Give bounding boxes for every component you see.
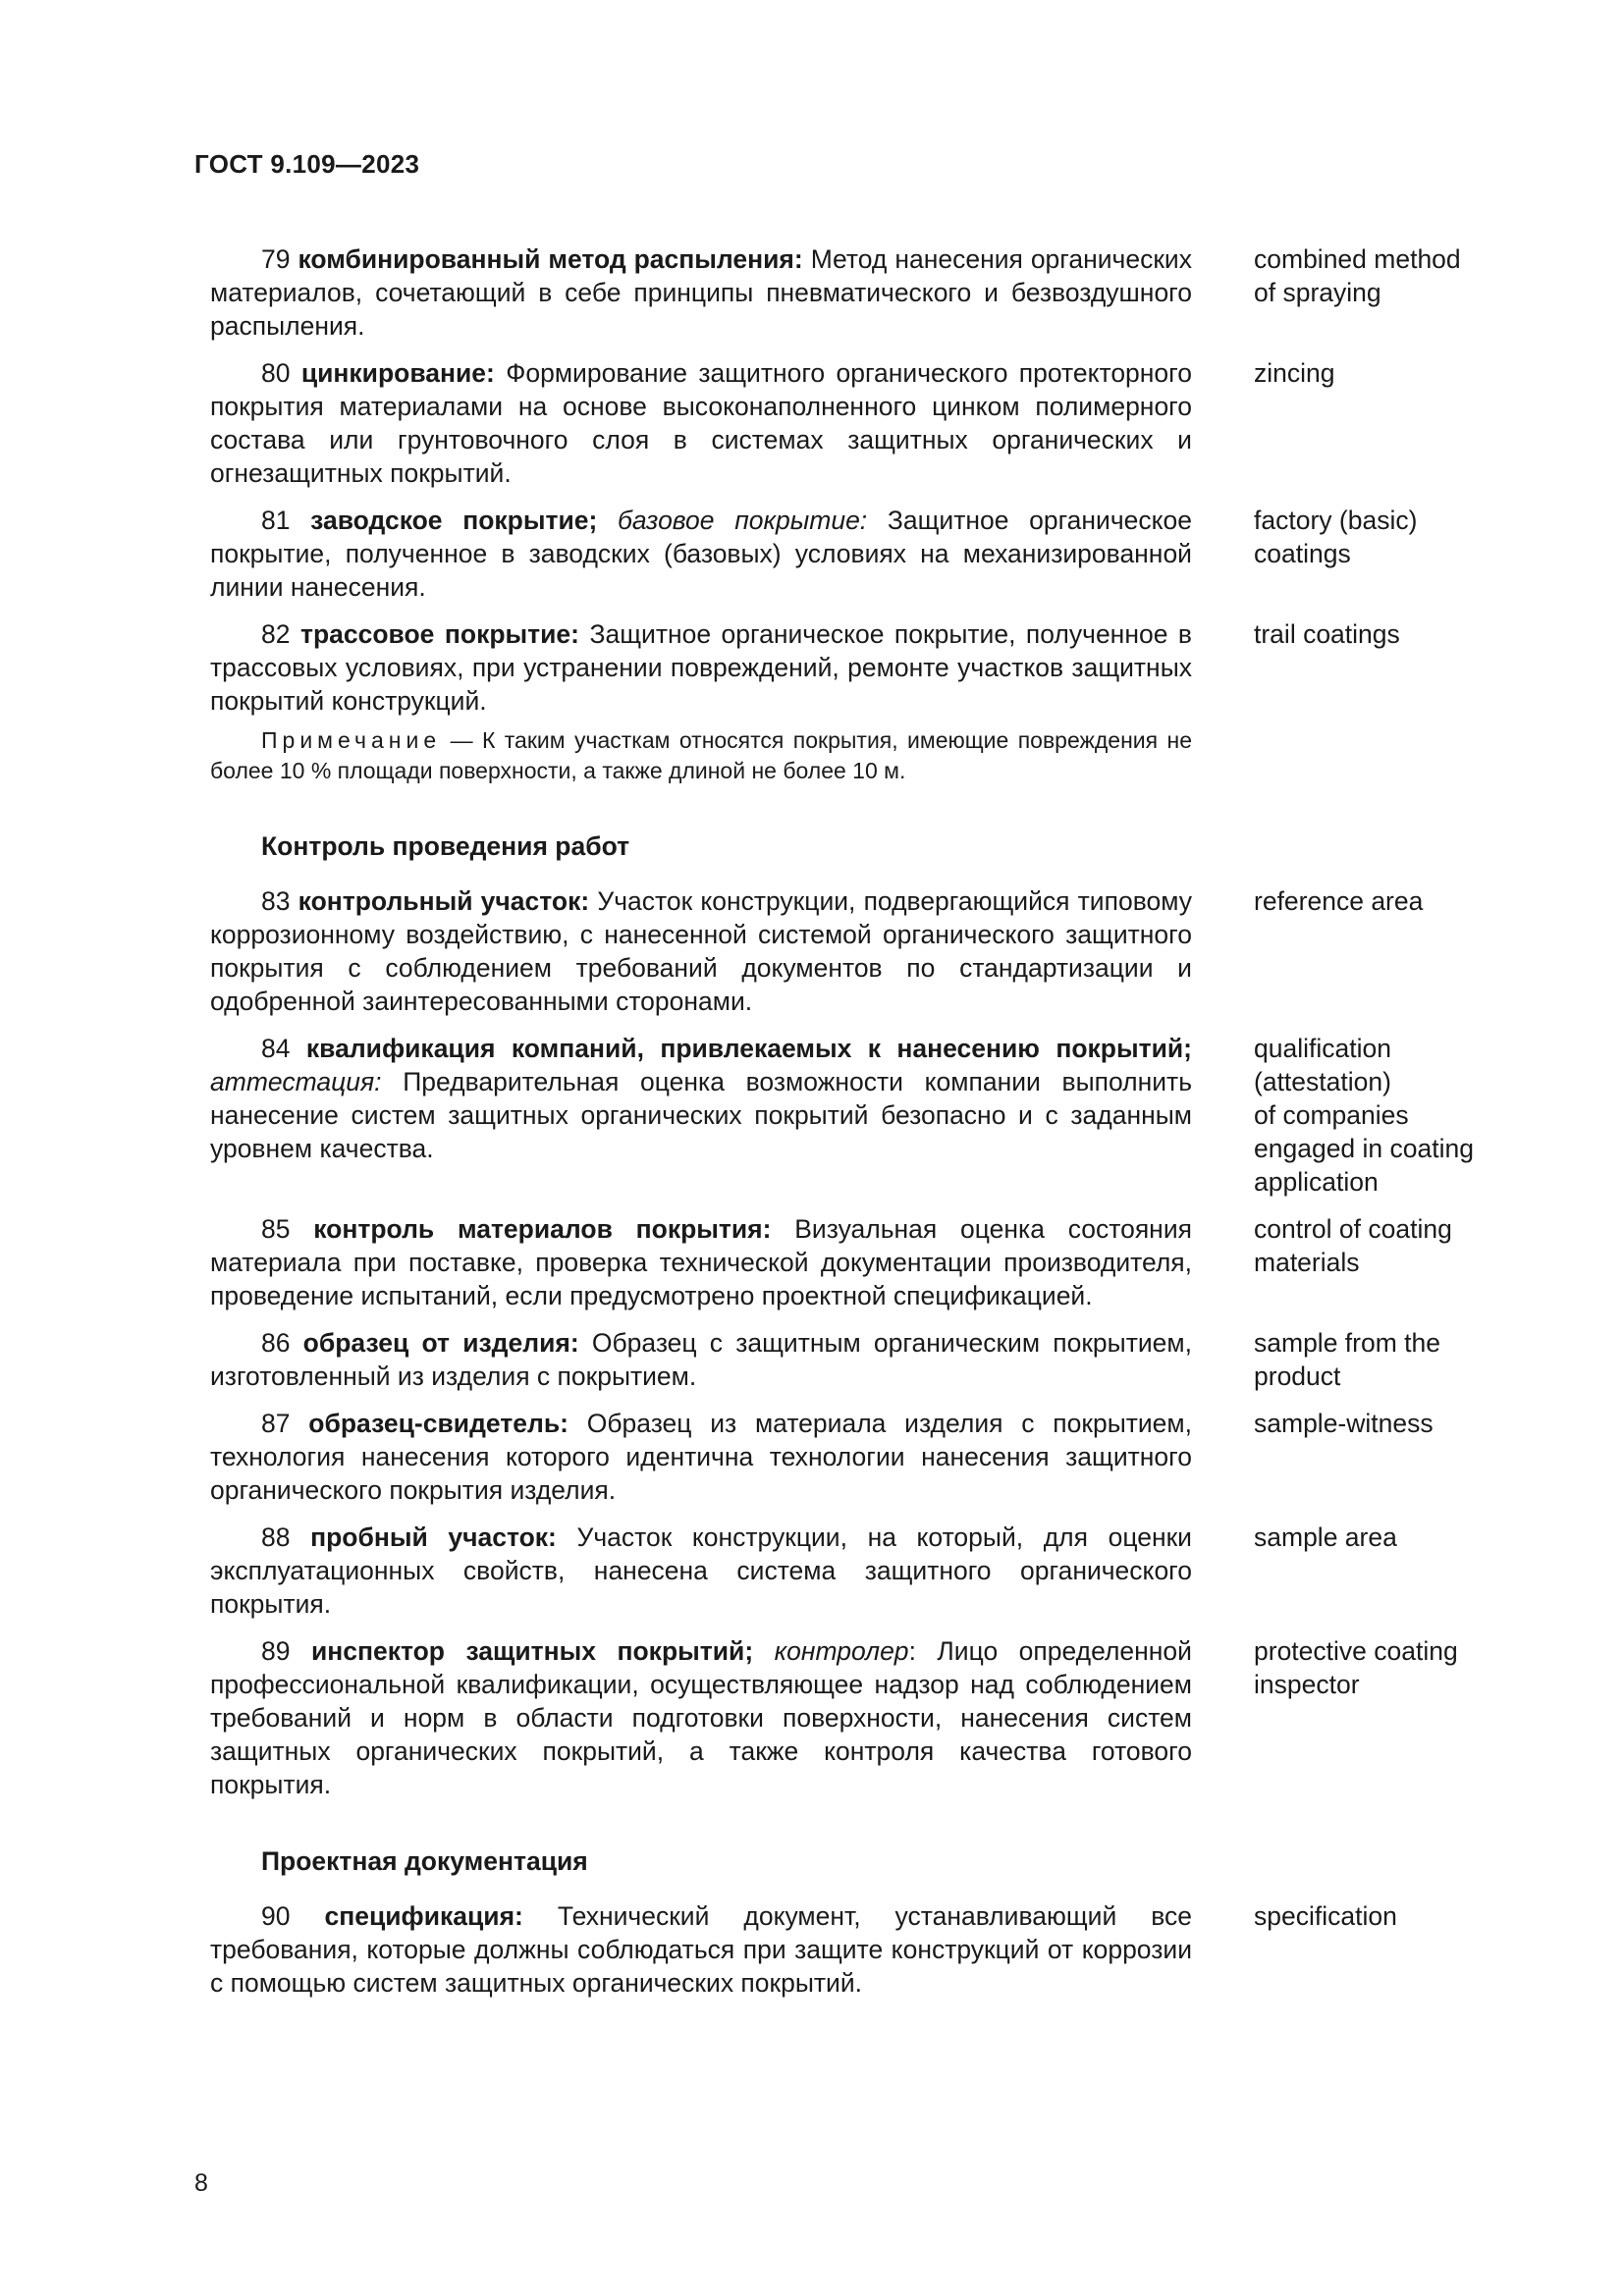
term-entry-79: [210, 242, 1487, 343]
definition-83: [210, 884, 1192, 1018]
definition-82: [210, 617, 1192, 718]
term-title: трассовое покрытие:: [299, 619, 579, 649]
term-title: заводское покрытие;: [310, 506, 598, 535]
term-entry-85: [210, 1212, 1487, 1312]
term-synonym: аттестация:: [210, 1067, 382, 1096]
section-heading-work-control: Контроль проведения работ: [261, 831, 630, 861]
term-title: инспектор защитных покрытий;: [310, 1636, 754, 1666]
english-equivalent-89: protective coating inspector: [1254, 1636, 1458, 1699]
term-definition: : Лицо определенной профессиональной квалификации, осуществляющее надзор над соблюдением требований и норм в области подготовки поверхности, нанесения систем защитных органических покрытий, а также контроля качества готового покрытия.: [210, 1636, 1192, 1799]
definition-89: [210, 1634, 1192, 1801]
term-title: спецификация:: [324, 1901, 523, 1931]
english-equivalent-80: zincing: [1254, 358, 1335, 388]
term-entry-88: [210, 1521, 1487, 1621]
term-definition: Образец из материала изделия с покрытием, технология нанесения которого идентична технологии нанесения защитного органического покрытия изделия.: [210, 1409, 1192, 1505]
term-synonym: контролер: [774, 1636, 909, 1666]
term-title: пробный участок:: [310, 1522, 557, 1552]
definition-90: [210, 1899, 1192, 2000]
english-equivalent-81: factory (basic) coatings: [1254, 506, 1418, 568]
term-title: образец-свидетель:: [308, 1409, 568, 1438]
note-82: [210, 725, 1192, 786]
term-entry-82: [210, 617, 1487, 786]
term-number: 86: [261, 1328, 291, 1358]
definition-80: [210, 356, 1192, 490]
term-entry-86: [210, 1326, 1487, 1393]
term-title: квалификация компаний, привлекаемых к нанесению покрытий;: [305, 1034, 1192, 1063]
english-equivalent-88: sample area: [1254, 1522, 1397, 1552]
term-title: контроль материалов покрытия:: [313, 1214, 772, 1244]
term-definition: Предварительная оценка возможности компании выполнить нанесение систем защитных органических покрытий безопасно и с заданным уровнем качества.: [210, 1067, 1192, 1163]
term-title: цинкирование:: [300, 358, 495, 388]
term-entry-83: [210, 884, 1487, 1018]
english-equivalent-87: sample-witness: [1254, 1409, 1434, 1438]
english-equivalent-82: trail coatings: [1254, 619, 1400, 649]
term-definition: Защитное органическое покрытие, полученное в трассовых условиях, при устранении повреждений, ремонте участков защитных покрытий конструкций.: [210, 619, 1192, 716]
definition-87: [210, 1407, 1192, 1507]
english-equivalent-83: reference area: [1254, 886, 1424, 916]
term-entry-90: [210, 1899, 1487, 2000]
term-definition: Визуальная оценка состояния материала при поставке, проверка технической документации производителя, проведение испытаний, если предусмотрено проектной спецификацией.: [210, 1214, 1192, 1310]
term-number: 79: [261, 244, 291, 274]
english-equivalent-86: sample from the product: [1254, 1328, 1440, 1391]
term-synonym: базовое покрытие:: [617, 506, 868, 535]
term-number: 89: [261, 1636, 291, 1666]
definition-84: [210, 1032, 1192, 1165]
page-number: 8: [194, 2169, 208, 2197]
section-heading-design-documentation: Проектная документация: [261, 1846, 588, 1876]
term-definition: Защитное органическое покрытие, полученное в заводских (базовых) условиях на механизированной линии нанесения.: [210, 506, 1193, 602]
english-equivalent-85: control of coating materials: [1254, 1214, 1452, 1277]
term-title: контрольный участок:: [298, 886, 590, 916]
definition-85: [210, 1212, 1192, 1312]
term-title: комбинированный метод распыления:: [298, 244, 803, 274]
term-number: 81: [261, 506, 291, 535]
terms-list: [210, 242, 1487, 2000]
term-entry-80: [210, 356, 1487, 490]
term-definition: Участок конструкции, на который, для оценки эксплуатационных свойств, нанесена система защитного органического покрытия.: [210, 1522, 1192, 1619]
term-entry-84: [210, 1032, 1487, 1199]
term-number: 90: [261, 1901, 291, 1931]
english-equivalent-90: specification: [1254, 1901, 1397, 1931]
term-entry-81: [210, 504, 1487, 604]
term-number: 85: [261, 1214, 291, 1244]
term-number: 84: [261, 1034, 291, 1063]
definition-81: [210, 504, 1192, 604]
term-number: 82: [261, 619, 291, 649]
term-number: 80: [261, 358, 291, 388]
definition-88: [210, 1521, 1192, 1621]
term-number: 83: [261, 886, 291, 916]
english-equivalent-79: combined method of spraying: [1254, 244, 1461, 307]
definition-86: [210, 1326, 1192, 1393]
term-definition: Технический документ, устанавливающий все требования, которые должны соблюдаться при защите конструкций от коррозии с помощью систем защитных органических покрытий.: [210, 1901, 1192, 1998]
definition-79: [210, 242, 1192, 343]
term-definition: Образец с защитным органическим покрытием, изготовленный из изделия с покрытием.: [210, 1328, 1192, 1391]
term-title: образец от изделия:: [302, 1328, 579, 1358]
term-definition: Метод нанесения органических материалов, сочетающий в себе принципы пневматического и безвоздушного распыления.: [210, 244, 1192, 341]
document-header: ГОСТ 9.109—2023: [194, 149, 420, 179]
term-entry-87: [210, 1407, 1487, 1507]
term-definition: Формирование защитного органического протекторного покрытия материалами на основе высоконаполненного цинком полимерного состава или грунтовочного слоя в системах защитных органических и огнезащитных покрытий.: [210, 358, 1192, 488]
note-text: — К таким участкам относятся покрытия, имеющие повреждения не более 10 % площади поверхности, а также длиной не более 10 м.: [210, 727, 1193, 783]
term-definition: Участок конструкции, подвергающийся типовому коррозионному воздействию, с нанесенной системой органического защитного покрытия с соблюдением требований документов по стандартизации и одобренной заинтересованными сторонами.: [210, 886, 1192, 1016]
term-number: 87: [261, 1409, 291, 1438]
note-label: Примечание: [261, 727, 442, 753]
term-number: 88: [261, 1522, 291, 1552]
term-entry-89: [210, 1634, 1487, 1801]
english-equivalent-84: qualification (attestation) of companies engaged in coating application: [1254, 1034, 1474, 1197]
